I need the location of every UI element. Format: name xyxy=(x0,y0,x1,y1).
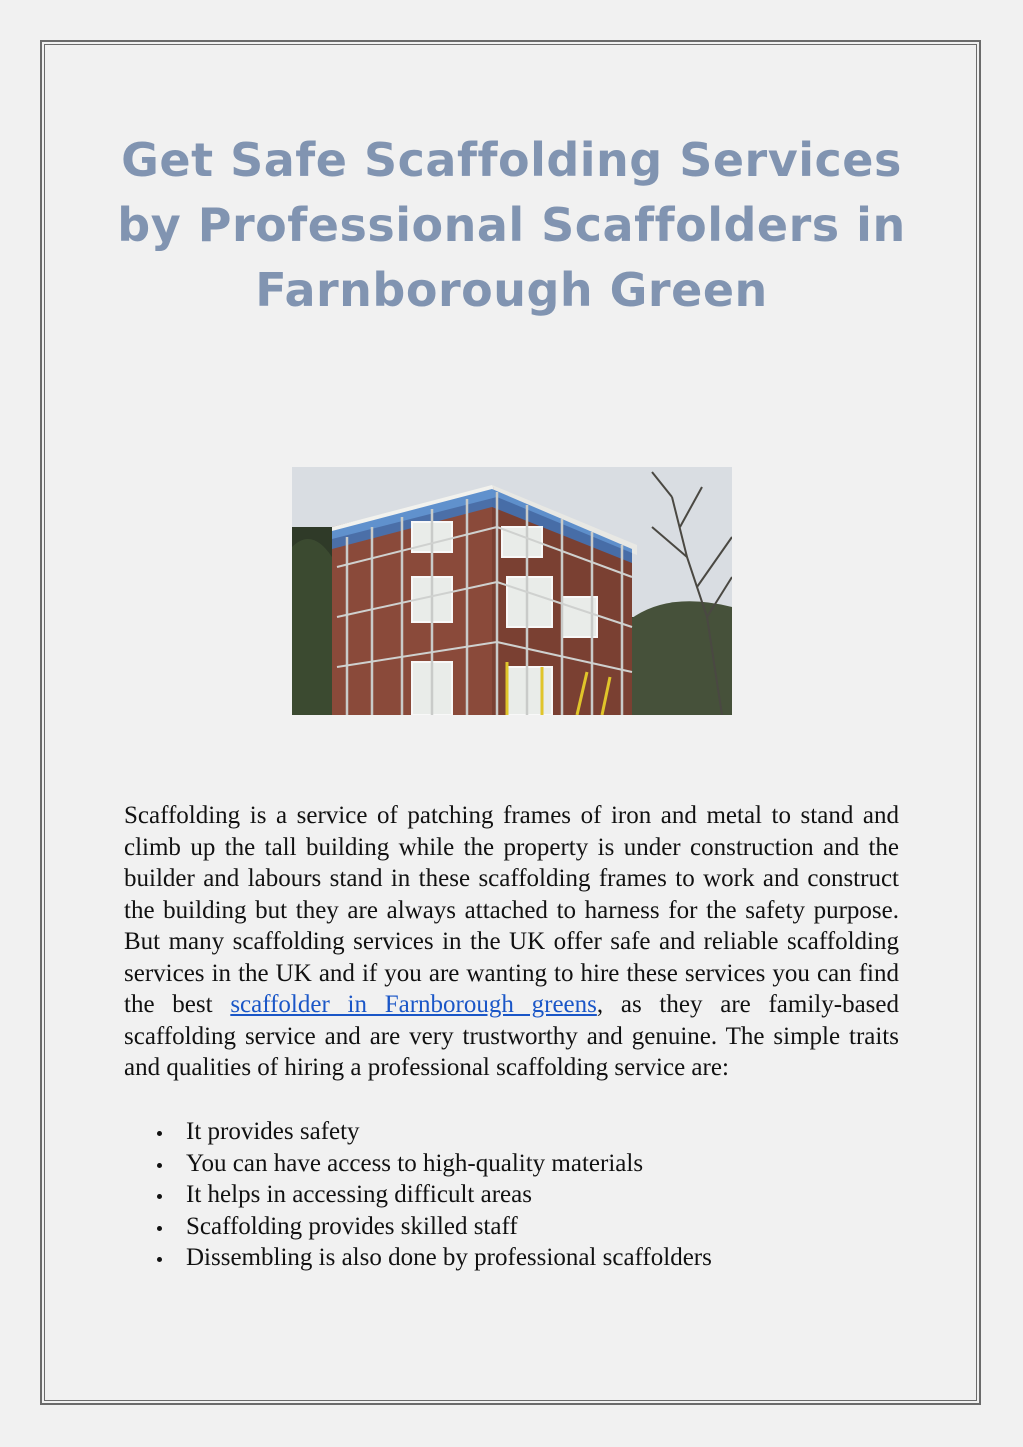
scaffolder-link[interactable]: scaffolder in Farnborough greens xyxy=(230,991,597,1018)
paragraph-text-before-link: Scaffolding is a service of patching frames of iron and metal to stand and climb up the tall building while the property is under construction and the builder and labours stand in these scaffolding frames to work and construct the building but they are always attached to harness for the safety purpose. But many scaffolding services in the UK offer safe and reliable scaffolding services in the UK and if you are wanting to hire these services you can find the best xyxy=(124,802,899,1018)
bullet-icon xyxy=(157,1131,162,1136)
paragraph-text-after-link: , as they are family-based scaffolding service and are very trustworthy and genuine. The simple traits and qualities of hiring a professional scaffolding service are: xyxy=(124,991,899,1081)
qualities-list xyxy=(124,1116,899,1274)
bullet-icon xyxy=(157,1194,162,1199)
list-item: It helps in accessing difficult areas xyxy=(124,1179,899,1211)
bullet-icon xyxy=(157,1163,162,1168)
list-item: You can have access to high-quality materials xyxy=(124,1148,899,1180)
page-title: Get Safe Scaffolding Services by Professional Scaffolders in Farnborough Green xyxy=(117,133,906,317)
list-item: It provides safety xyxy=(124,1116,899,1148)
intro-paragraph xyxy=(124,800,899,1084)
list-item: Dissembling is also done by professional scaffolders xyxy=(124,1242,899,1274)
list-item: Scaffolding provides skilled staff xyxy=(124,1211,899,1243)
scaffolding-photo xyxy=(292,467,732,715)
bullet-icon xyxy=(157,1226,162,1231)
bullet-icon xyxy=(157,1257,162,1262)
